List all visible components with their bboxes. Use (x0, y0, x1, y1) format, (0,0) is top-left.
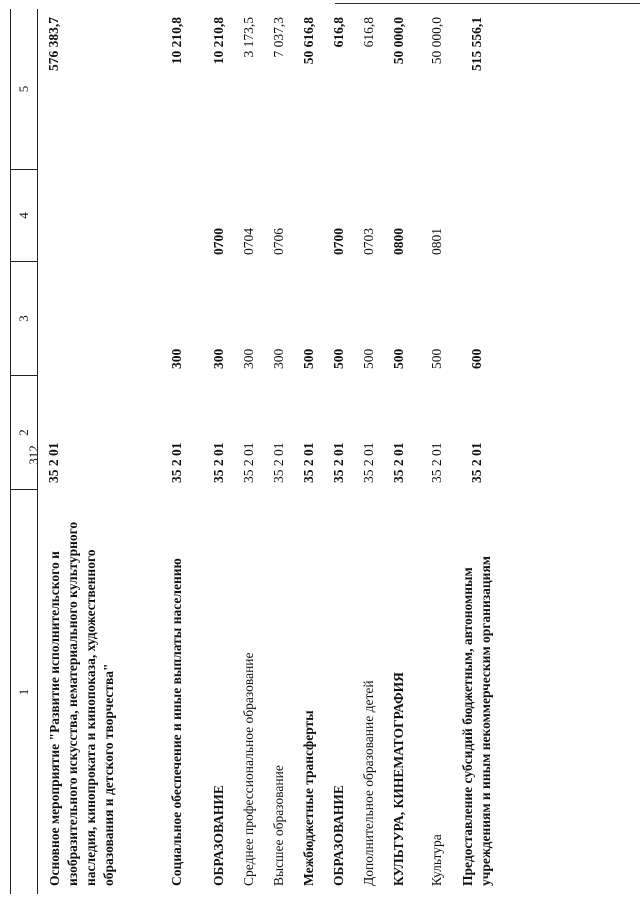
row-name: ОБРАЗОВАНИЕ (331, 785, 346, 886)
row-code: 35 2 01 (391, 442, 406, 483)
col-header-2: 2 (10, 375, 38, 489)
row-expense-type: 300 (241, 348, 256, 369)
row-section: 0700 (331, 228, 346, 255)
page-number: 312 (26, 445, 41, 465)
budget-table (10, 9, 493, 894)
row-amount: 7 037,3 (271, 17, 286, 58)
row-code: 35 2 01 (46, 442, 61, 483)
row-amount: 616,8 (361, 17, 376, 48)
row-expense-type: 300 (271, 348, 286, 369)
row-code: 35 2 01 (169, 442, 184, 483)
row-section (38, 169, 150, 261)
col-header-5: 5 (10, 9, 38, 169)
row-amount: 50 616,8 (301, 17, 316, 65)
row-amount: 50 000,0 (391, 17, 406, 65)
row-name: Основное мероприятие "Развитие исполнительского и изобразительного искусства, нематериального культурного наследия, кинопроката и кинопоказа, художественного образования и детского творчества" (47, 521, 116, 886)
row-code: 35 2 01 (361, 442, 376, 483)
row-expense-type: 500 (331, 348, 346, 369)
row-section: 0700 (211, 228, 226, 255)
row-expense-type: 600 (469, 348, 484, 369)
row-section (459, 169, 495, 261)
row-expense-type (38, 261, 150, 375)
row-amount: 576 383,7 (46, 17, 61, 71)
row-section: 0800 (391, 228, 406, 255)
row-code: 35 2 01 (301, 442, 316, 483)
row-amount: 616,8 (331, 17, 346, 48)
row-section: 0706 (271, 228, 286, 255)
row-expense-type: 500 (301, 348, 316, 369)
row-code: 35 2 01 (211, 442, 226, 483)
row-name: Предоставление субсидий бюджетным, автономным учреждениям и иным некоммерческим организациям (460, 556, 493, 886)
row-section (294, 169, 324, 261)
row-name: Межбюджетные трансферты (301, 710, 316, 886)
row-expense-type: 500 (428, 348, 444, 369)
row-code: 35 2 01 (331, 442, 346, 483)
row-amount: 50 000,0 (428, 17, 444, 65)
row-section: 0703 (361, 228, 376, 255)
col-header-3: 3 (10, 261, 38, 375)
row-expense-type: 300 (211, 348, 226, 369)
row-expense-type: 500 (361, 348, 376, 369)
row-name: Среднее профессиональное образование (241, 652, 256, 886)
row-amount: 515 556,1 (469, 17, 484, 71)
row-name: ОБРАЗОВАНИЕ (211, 785, 226, 886)
row-name: Дополнительное образование детей (361, 680, 376, 886)
row-amount: 3 173,5 (241, 17, 256, 58)
row-amount: 10 210,8 (169, 17, 184, 65)
rotated-table-page (10, 9, 635, 894)
row-section (150, 169, 204, 261)
row-code: 35 2 01 (241, 442, 256, 483)
row-name: Культура (428, 834, 444, 886)
row-name: КУЛЬТУРА, КИНЕМАТОГРАФИЯ (391, 672, 406, 886)
row-expense-type: 300 (169, 348, 184, 369)
row-name: Социальное обеспечение и иные выплаты населению (169, 558, 184, 886)
col-header-1: 1 (10, 489, 38, 894)
row-expense-type: 500 (391, 348, 406, 369)
top-edge-line (335, 3, 640, 4)
col-header-4: 4 (10, 169, 38, 261)
row-code: 35 2 01 (271, 442, 286, 483)
row-name: Высшее образование (271, 765, 286, 886)
row-section: 0704 (241, 228, 256, 255)
row-code: 35 2 01 (428, 442, 444, 483)
row-amount: 10 210,8 (211, 17, 226, 65)
row-section: 0801 (428, 228, 444, 255)
row-code: 35 2 01 (469, 442, 484, 483)
